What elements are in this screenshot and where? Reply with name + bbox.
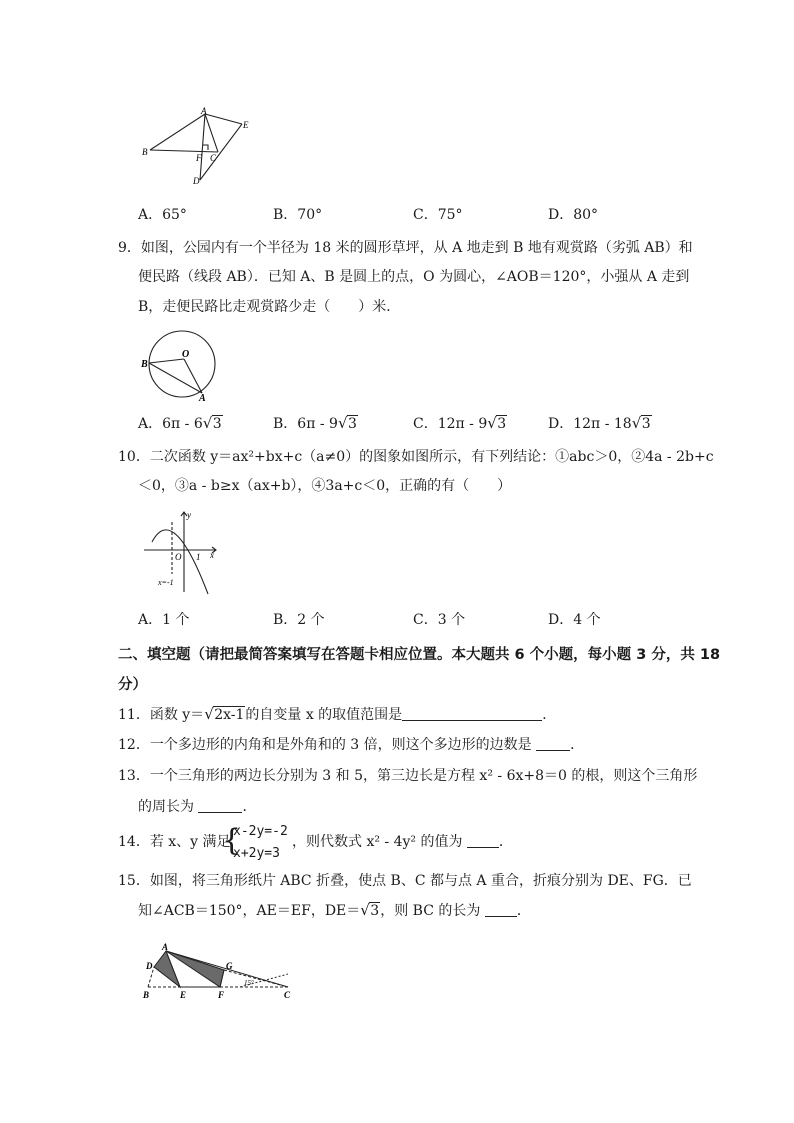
q15-label-f: F	[218, 990, 225, 1000]
q14-equation-2: x+2y=3	[233, 846, 280, 861]
q15-label-d: D	[146, 961, 153, 971]
q15-figure	[140, 941, 302, 1003]
q10-label-o: O	[175, 552, 182, 562]
q15-end: ．	[516, 903, 531, 919]
q8-line-bc	[150, 150, 218, 152]
q9-circle	[149, 331, 215, 397]
q14-post: ，则代数式 x² - 4y² 的值为	[292, 834, 463, 850]
sqrt-symbol	[632, 414, 652, 434]
q9-option-a-expr: 6π - 6	[162, 416, 203, 432]
q9-option-d[interactable]	[548, 414, 652, 434]
q8-option-d[interactable]: D．80°	[548, 207, 599, 223]
q13-line2	[138, 797, 256, 817]
q15-label-b: B	[143, 990, 150, 1000]
q8-line-ae	[205, 114, 242, 124]
q9-option-c-expr: 12π - 9	[437, 416, 488, 432]
q9-option-c-radicand: 3	[497, 416, 507, 432]
q13-end: ．	[242, 799, 257, 815]
q14-answer-blank[interactable]	[467, 833, 499, 848]
q10-option-d[interactable]: D．4 个	[548, 612, 601, 628]
q14-tail	[292, 832, 513, 852]
q10-label-y: y	[187, 510, 191, 520]
brace-symbol: {	[222, 823, 242, 858]
q10-option-b[interactable]: B．2 个	[273, 612, 325, 628]
q9-figure	[138, 326, 220, 402]
q9-option-d-expr: 12π - 18	[573, 416, 632, 432]
q15-line2	[138, 901, 531, 921]
q11-pre: 11．函数 y＝	[118, 707, 205, 723]
q9-label-o: O	[182, 349, 190, 360]
q15-answer-blank[interactable]	[485, 902, 517, 917]
q15-label-a: A	[162, 942, 169, 952]
q9-label-a: A	[199, 393, 206, 402]
sqrt-symbol	[204, 705, 245, 725]
q8-label-b: B	[142, 147, 148, 157]
q9-option-b-expr: 6π - 9	[297, 416, 338, 432]
q15-label-15deg: 15°	[244, 979, 254, 987]
q10-label-1: 1	[196, 552, 201, 562]
q9-option-d-radicand: 3	[641, 416, 651, 432]
sqrt-symbol	[338, 414, 358, 434]
q8-label-d: D	[193, 176, 200, 186]
q8-option-b[interactable]: B．70°	[273, 207, 323, 223]
q8-option-a[interactable]: A．65°	[138, 207, 187, 223]
q9-option-a-radicand: 3	[212, 416, 222, 432]
q15-label-g: G	[226, 961, 233, 971]
q8-label-f: F	[196, 153, 202, 163]
q14-equation-1: x-2y=-2	[233, 824, 288, 839]
q15-line2-radicand: 3	[370, 903, 380, 919]
sqrt-symbol	[360, 901, 380, 921]
q10-option-a[interactable]: A．1 个	[138, 612, 190, 628]
sqrt-symbol	[487, 414, 507, 434]
q8-right-angle-mark	[203, 145, 208, 150]
section2-heading-line1: 二、填空题（请把最简答案填写在答题卡相应位置。本大题共 6 个小题，每小题 3 分，共 18	[118, 647, 721, 663]
q12-answer-blank[interactable]	[536, 736, 570, 751]
q9-option-c-label: C．	[413, 416, 438, 432]
q15-label-c: C	[284, 990, 291, 1000]
q15-dashed-gc	[224, 970, 288, 987]
q8-figure	[138, 104, 256, 188]
q9-label-b: B	[141, 359, 148, 370]
q10-text-line2: ＜0，③a - b≥x（ax+b），④3a+c＜0，正确的有（ ）	[138, 478, 512, 494]
q8-option-c[interactable]: C．75°	[413, 207, 463, 223]
q14-line	[118, 832, 231, 852]
q8-label-e: E	[243, 120, 249, 130]
q15-line2-post: ，则 BC 的长为	[380, 903, 481, 919]
q14-pre: 14．若 x、y 满足	[118, 834, 231, 850]
q9-option-b-label: B．	[273, 416, 298, 432]
section2-heading-line2: 分）	[118, 677, 147, 693]
q15-text-line1: 15．如图，将三角形纸片 ABC 折叠，使点 B、C 都与点 A 重合，折痕分别为 DE、FG．已	[118, 873, 692, 889]
q9-text-line3: B，走便民路比走观赏路少走（ ）米．	[138, 299, 401, 315]
q9-option-b[interactable]	[273, 414, 358, 434]
q12-line	[118, 735, 584, 755]
q9-line-bo	[149, 359, 184, 363]
q11-end: ．	[542, 707, 557, 723]
q9-option-a[interactable]	[138, 414, 223, 434]
q15-label-e: E	[180, 990, 187, 1000]
q8-line-ba	[150, 114, 205, 150]
q12-end: ．	[570, 737, 585, 753]
q8-line-ad	[200, 114, 205, 180]
q11-line	[118, 705, 556, 725]
q11-radicand: 2x-1	[214, 707, 245, 723]
q8-line-ac	[205, 114, 218, 152]
q8-label-c: C	[210, 153, 217, 163]
q9-option-d-label: D．	[548, 416, 574, 432]
q11-answer-blank[interactable]	[402, 706, 542, 721]
q9-option-b-radicand: 3	[347, 416, 357, 432]
q10-label-x: x	[210, 550, 214, 560]
q14-end: ．	[498, 834, 513, 850]
q13-answer-blank[interactable]	[198, 798, 242, 813]
q10-figure	[138, 506, 222, 596]
q8-label-a: A	[201, 106, 207, 116]
q15-line2-pre: 知∠ACB＝150°，AE＝EF，DE＝	[138, 903, 361, 919]
sqrt-symbol	[203, 414, 223, 434]
q10-label-x-minus-1: x=-1	[158, 578, 174, 587]
q10-option-c[interactable]: C．3 个	[413, 612, 466, 628]
q13-text-line2: 的周长为	[138, 799, 194, 815]
q10-text-line1: 10．二次函数 y＝ax²+bx+c（a≠0）的图象如图所示，有下列结论：①abc＞0，②4a - 2b+c	[118, 449, 714, 465]
q9-option-c[interactable]	[413, 414, 507, 434]
q12-text: 12．一个多边形的内角和是外角和的 3 倍，则这个多边形的边数是	[118, 737, 532, 753]
q9-option-a-label: A．	[138, 416, 163, 432]
q11-post: 的自变量 x 的取值范围是	[245, 707, 403, 723]
q13-text-line1: 13．一个三角形的两边长分别为 3 和 5，第三边长是方程 x² - 6x+8＝0 的根，则这个三角形	[118, 768, 698, 784]
q9-text-line2: 便民路（线段 AB）．已知 A、B 是圆上的点，O 为圆心，∠AOB＝120°，小强从 A 走到	[138, 269, 690, 285]
q9-text-line1: 9．如图，公园内有一个半径为 18 米的圆形草坪，从 A 地走到 B 地有观赏路（劣弧 AB）和	[118, 240, 693, 256]
